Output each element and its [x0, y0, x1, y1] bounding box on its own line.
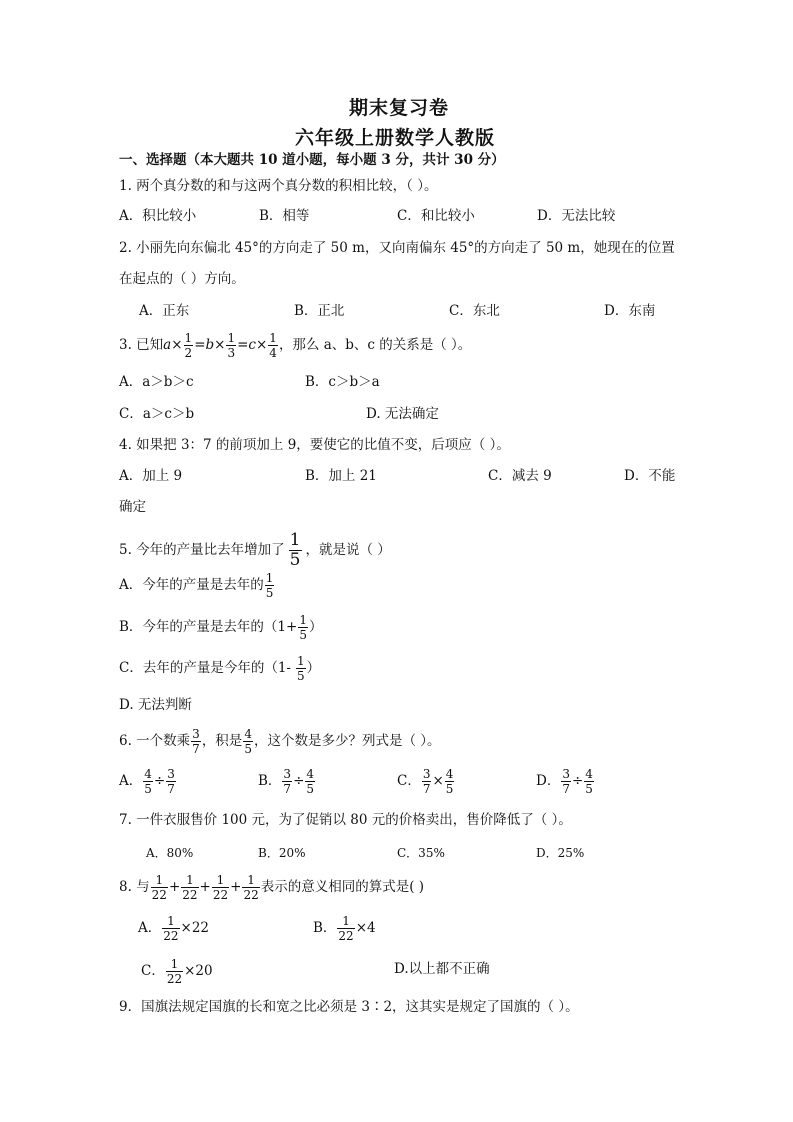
fraction-numerator: 3	[283, 767, 292, 781]
question-3-prefix: 3. 已知	[119, 337, 164, 353]
question-6-option-d[interactable]	[536, 768, 595, 795]
question-8-option-d[interactable]: D.以上都不正确	[394, 961, 490, 977]
fraction	[162, 915, 179, 942]
equals-sign: =	[194, 337, 206, 353]
question-8-stem	[119, 874, 424, 901]
question-5-suffix: ，就是说（ ）	[305, 542, 391, 558]
question-3-option-a[interactable]: A．a＞b＞c	[119, 374, 194, 390]
fraction-denominator: 5	[144, 782, 152, 796]
question-4-option-a[interactable]: A．加上 9	[119, 468, 183, 484]
fraction-denominator: 22	[338, 929, 354, 943]
option-label: A．	[119, 773, 143, 789]
fraction-numerator: 1	[184, 331, 193, 345]
question-8-option-c[interactable]	[141, 958, 213, 985]
question-7-stem: 7. 一件衣服售价 100 元，为了促销以 80 元的价格卖出，售价降低了（ ）。	[119, 812, 572, 828]
fraction-numerator: 1	[186, 873, 194, 887]
question-8-option-a[interactable]	[138, 915, 209, 942]
fraction	[226, 332, 236, 359]
question-5-option-c[interactable]	[119, 655, 320, 682]
fraction	[191, 728, 201, 755]
fraction-denominator: 22	[243, 888, 259, 902]
fraction-numerator: 1	[269, 331, 277, 345]
option-label: B．	[258, 773, 282, 789]
fraction-numerator: 4	[306, 767, 315, 781]
question-4-option-b[interactable]: B．加上 21	[305, 468, 377, 484]
fraction-numerator: 1	[227, 331, 236, 345]
times-sign: ×	[171, 337, 183, 353]
plus-sign: +	[168, 879, 181, 895]
fraction	[445, 768, 455, 795]
fraction-numerator: 4	[244, 727, 252, 741]
question-9-stem: 9．国旗法规定国旗的长和宽之比必须是 3∶2，这其实是规定了国旗的（ ）。	[119, 999, 579, 1015]
fraction	[212, 874, 229, 901]
divide-sign: ÷	[571, 773, 584, 789]
question-6-option-c[interactable]	[397, 768, 455, 795]
fraction-denominator: 3	[227, 346, 236, 360]
page-subtitle: 六年级上册数学人教版	[295, 127, 496, 149]
question-8-option-b[interactable]	[313, 915, 376, 942]
fraction-numerator: 1	[299, 613, 307, 627]
fraction	[151, 874, 168, 901]
fraction	[282, 768, 292, 795]
question-8-prefix: 8. 与	[119, 879, 150, 895]
fraction-denominator: 7	[422, 782, 431, 796]
fraction	[422, 768, 432, 795]
plus-sign: +	[199, 879, 211, 895]
section-heading: 一、选择题（本大题共 10 道小题，每小题 3 分，共计 30 分）	[119, 152, 505, 168]
fraction-denominator: 5	[306, 782, 315, 796]
question-4-option-d[interactable]: D．不能	[624, 468, 676, 484]
fraction-denominator: 5	[244, 742, 252, 756]
option-text: A．今年的产量是去年的	[119, 577, 264, 593]
fraction-denominator: 4	[269, 346, 277, 360]
fraction-numerator: 3	[562, 767, 570, 781]
page-title: 期末复习卷	[349, 97, 450, 119]
fraction-denominator: 5	[445, 782, 454, 796]
question-8-suffix: 表示的意义相同的算式是( )	[260, 879, 425, 895]
question-2-option-c[interactable]: C．东北	[449, 303, 500, 319]
question-7-option-c[interactable]: C．35%	[397, 846, 445, 860]
fraction-denominator: 22	[182, 888, 198, 902]
question-5-option-a[interactable]	[119, 572, 275, 599]
fraction-numerator: 3	[192, 727, 200, 741]
fraction-numerator: 4	[144, 767, 152, 781]
option-label: C．	[141, 963, 165, 979]
question-4-stem: 4. 如果把 3：7 的前项加上 9，要使它的比值不变，后项应（ ）。	[119, 437, 510, 453]
option-text: B．今年的产量是去年的（1+	[119, 619, 298, 635]
option-label: C．	[397, 773, 421, 789]
question-3-option-c[interactable]: C．a＞c＞b	[119, 406, 195, 422]
fraction-numerator: 1	[289, 530, 301, 550]
question-5-option-d[interactable]: D. 无法判断	[119, 697, 192, 713]
question-6-option-a[interactable]	[119, 768, 177, 795]
option-text: ×22	[180, 920, 210, 936]
question-2-option-a[interactable]: A．正东	[139, 303, 190, 319]
fraction-denominator: 2	[184, 346, 193, 360]
question-1-option-a[interactable]: A．积比较小	[119, 208, 197, 224]
question-6-mid: ，积是	[201, 733, 243, 749]
question-1-stem: 1. 两个真分数的和与这两个真分数的积相比较，（ ）。	[119, 178, 438, 194]
fraction	[298, 614, 308, 641]
times-sign: ×	[214, 337, 226, 353]
fraction-numerator: 3	[167, 767, 175, 781]
fraction	[561, 768, 571, 795]
fraction-denominator: 22	[163, 929, 179, 943]
question-7-option-b[interactable]: B．20%	[258, 846, 306, 860]
fraction-numerator: 1	[342, 914, 350, 928]
fraction	[337, 915, 354, 942]
equals-sign: =	[237, 337, 249, 353]
fraction	[184, 332, 194, 359]
question-5-stem	[119, 532, 391, 569]
fraction	[265, 572, 275, 599]
question-3-option-b[interactable]: B．c＞b＞a	[305, 374, 380, 390]
question-2-stem-line2: 在起点的（ ）方向。	[119, 271, 245, 287]
fraction-denominator: 7	[562, 782, 570, 796]
plus-sign: +	[230, 879, 242, 895]
fraction	[296, 655, 306, 682]
fraction-denominator: 22	[151, 888, 167, 902]
question-4-option-d-continued: 确定	[119, 499, 146, 515]
fraction	[268, 332, 278, 359]
fraction	[166, 958, 183, 985]
fraction-numerator: 3	[422, 767, 431, 781]
fraction-numerator: 4	[445, 767, 454, 781]
fraction-numerator: 1	[247, 873, 255, 887]
fraction	[242, 874, 259, 901]
fraction-denominator: 7	[283, 782, 292, 796]
option-text: ）	[308, 619, 323, 635]
question-5-prefix: 5. 今年的产量比去年增加了	[119, 542, 285, 558]
divide-sign: ÷	[293, 773, 305, 789]
question-4-option-c[interactable]: C．减去 9	[488, 468, 552, 484]
question-6-suffix: ，这个数是多少？列式是（ ）。	[253, 733, 441, 749]
fraction	[181, 874, 198, 901]
var-b: b	[205, 337, 215, 353]
fraction-denominator: 7	[192, 742, 200, 756]
fraction-denominator: 5	[289, 550, 301, 570]
fraction	[166, 768, 176, 795]
fraction	[289, 532, 302, 569]
fraction-denominator: 7	[167, 782, 175, 796]
question-3-suffix: ，那么 a、b、c 的关系是（ ）。	[278, 337, 472, 353]
question-6-prefix: 6. 一个数乘	[119, 733, 191, 749]
fraction-denominator: 5	[296, 669, 305, 683]
divide-sign: ÷	[153, 773, 166, 789]
fraction	[584, 768, 594, 795]
times-sign: ×	[255, 337, 268, 353]
var-a: a	[163, 337, 172, 353]
question-7-option-d[interactable]: D．25%	[536, 846, 585, 860]
fraction-denominator: 22	[166, 972, 183, 986]
fraction-denominator: 5	[265, 586, 274, 600]
var-c: c	[248, 337, 256, 353]
option-label: D．	[536, 773, 561, 789]
option-text: C．去年的产量是今年的（1-	[119, 660, 291, 676]
question-2-option-d[interactable]: D．东南	[604, 303, 656, 319]
question-1-option-d[interactable]: D．无法比较	[537, 208, 616, 224]
fraction-numerator: 1	[216, 873, 225, 887]
option-label: A．	[138, 920, 162, 936]
option-text: ×4	[355, 920, 376, 936]
question-5-option-b[interactable]	[119, 614, 322, 641]
times-sign: ×	[432, 773, 444, 789]
fraction-numerator: 1	[170, 957, 179, 971]
question-6-option-b[interactable]	[258, 768, 316, 795]
fraction	[143, 768, 153, 795]
option-text: ）	[306, 660, 321, 676]
question-3-option-d[interactable]: D. 无法确定	[366, 406, 439, 422]
fraction-denominator: 22	[212, 888, 229, 902]
fraction-numerator: 4	[585, 767, 593, 781]
fraction-denominator: 5	[585, 782, 593, 796]
fraction-numerator: 1	[155, 873, 164, 887]
fraction-numerator: 1	[265, 571, 274, 585]
question-3-stem	[119, 332, 471, 359]
question-1-option-b[interactable]: B．相等	[259, 208, 310, 224]
option-text: ×20	[184, 963, 213, 979]
question-6-stem	[119, 728, 441, 755]
option-label: B．	[313, 920, 337, 936]
fraction-numerator: 1	[167, 914, 175, 928]
question-7-option-a[interactable]: A．80%	[146, 846, 194, 860]
question-2-stem-line1: 2. 小丽先向东偏北 45°的方向走了 50 m，又向南偏东 45°的方向走了 50 m，她现在的位置	[119, 240, 675, 256]
question-2-option-b[interactable]: B．正北	[294, 303, 345, 319]
fraction	[243, 728, 253, 755]
question-1-option-c[interactable]: C．和比较小	[397, 208, 475, 224]
fraction	[305, 768, 315, 795]
fraction-denominator: 5	[299, 628, 307, 642]
fraction-numerator: 1	[296, 654, 305, 668]
